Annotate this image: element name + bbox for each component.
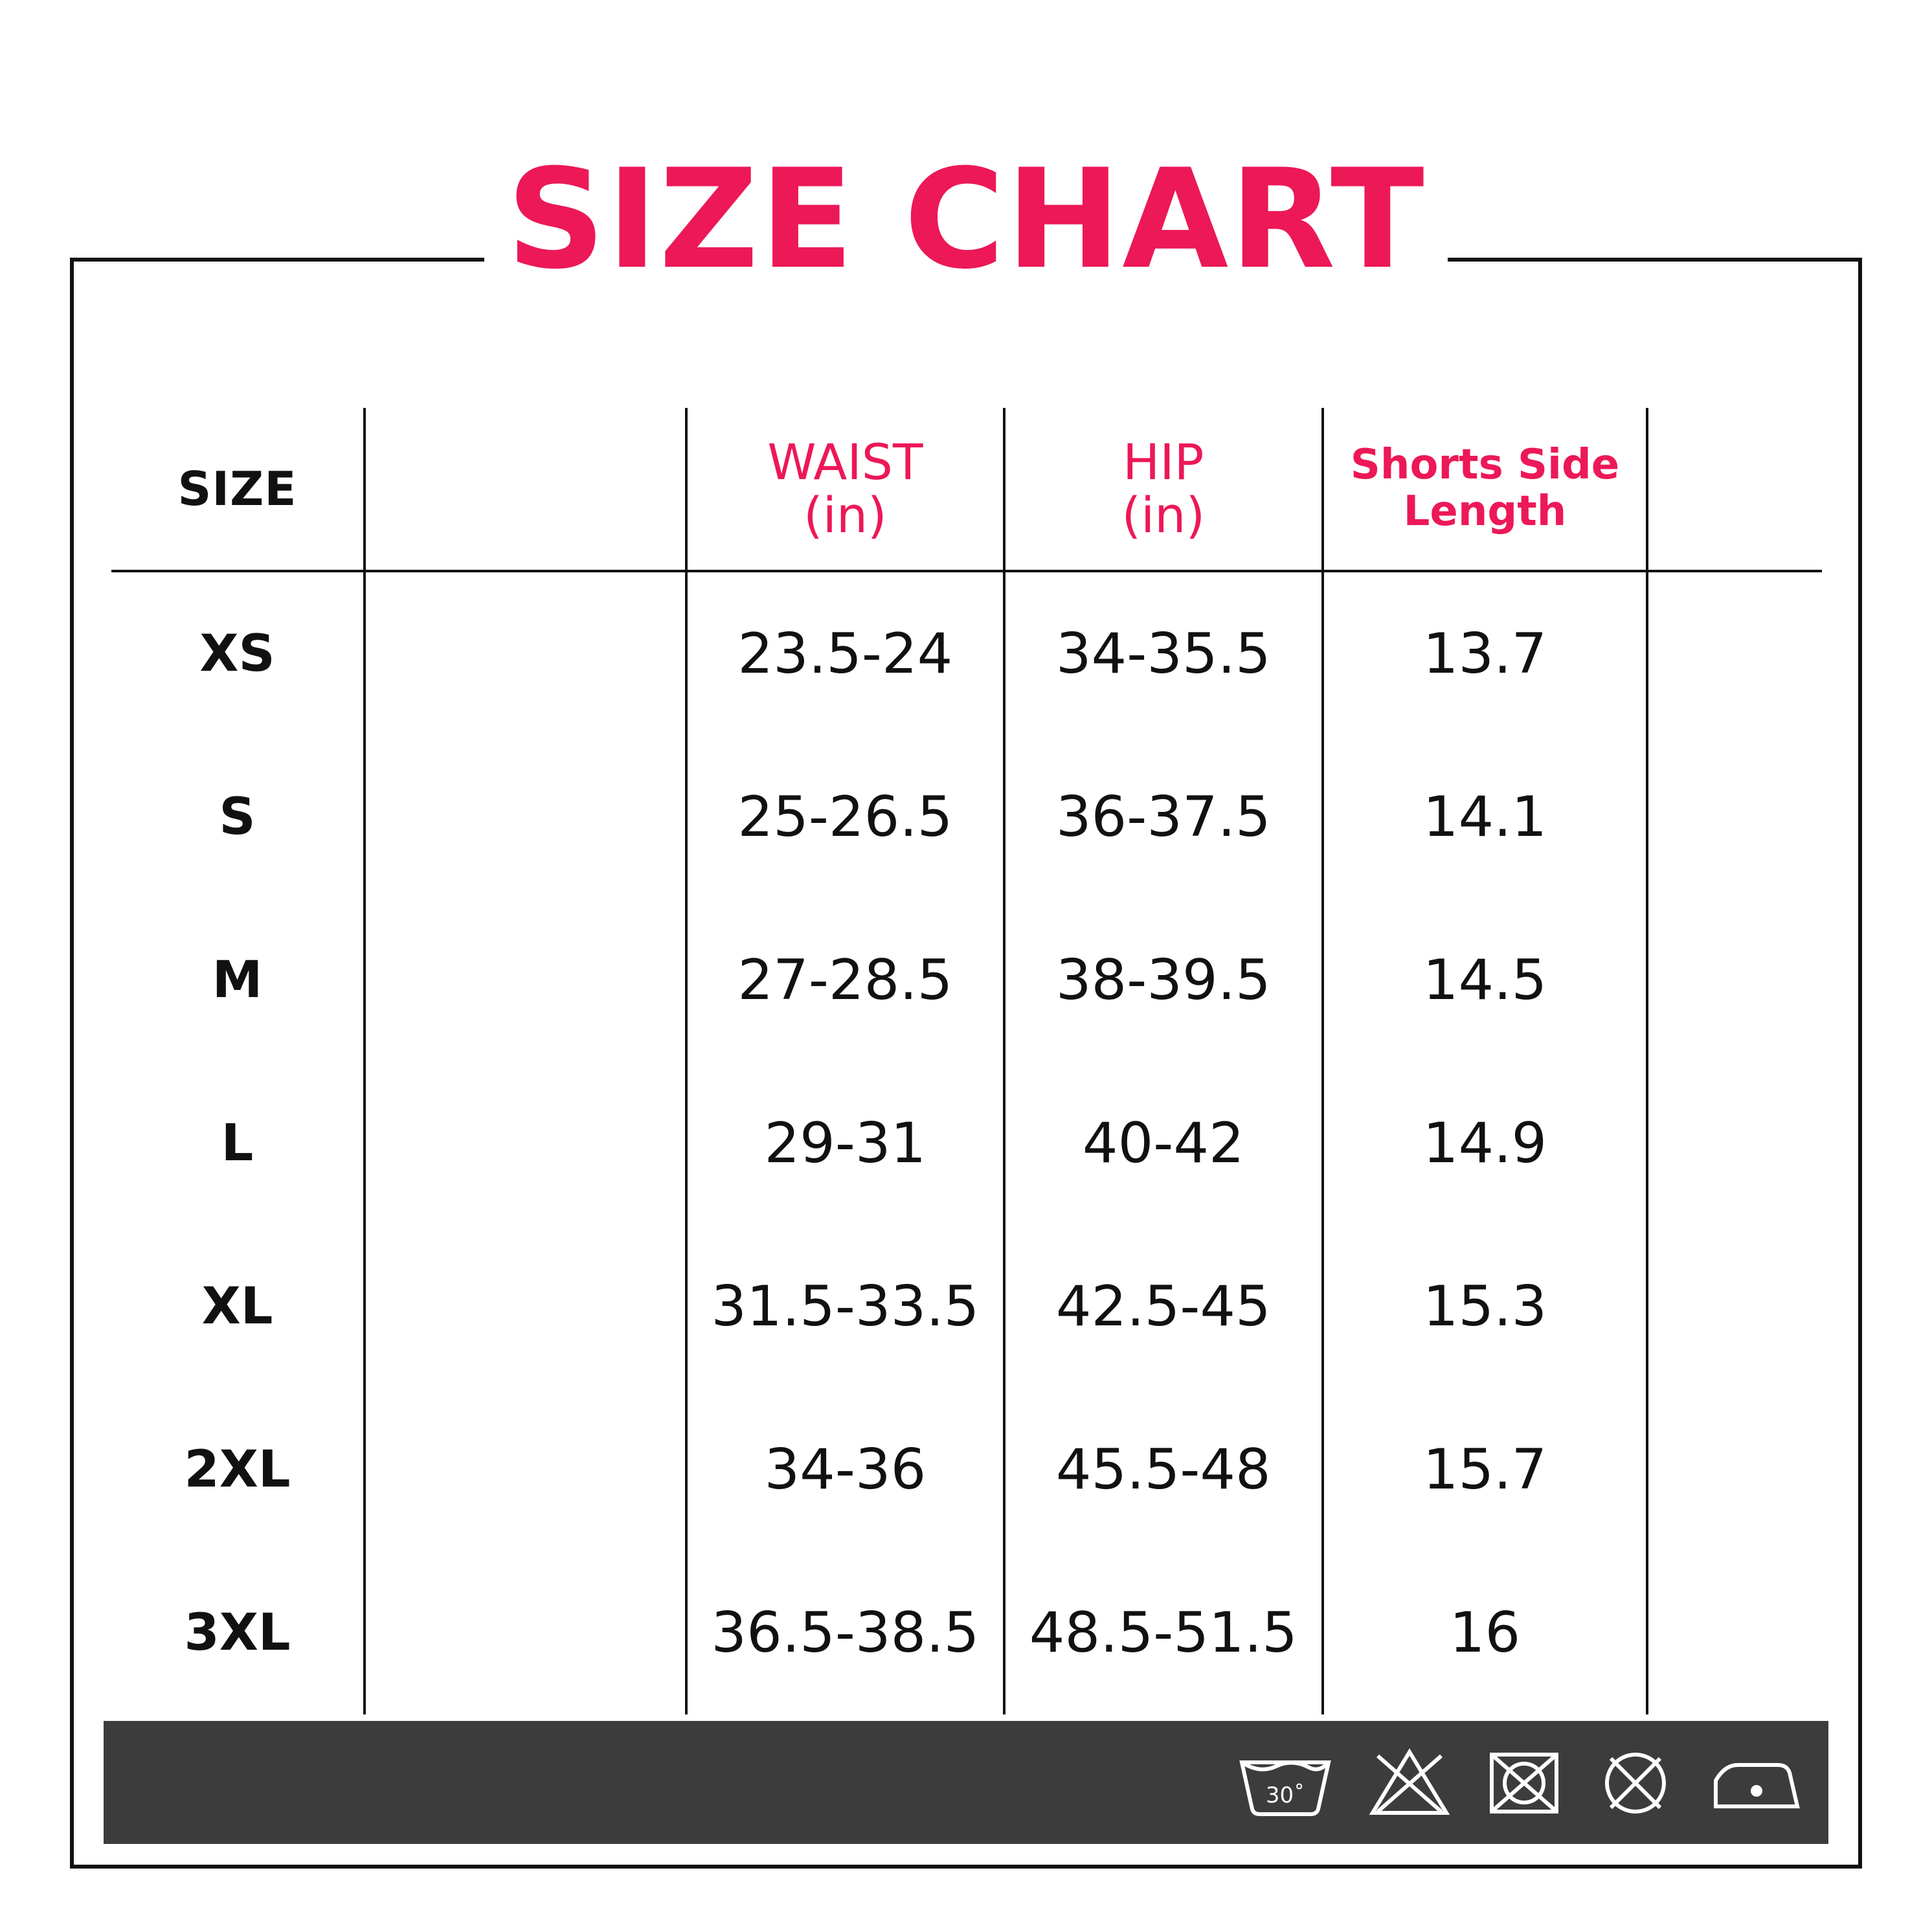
cell-shorts-side-length: 13.7 bbox=[1323, 571, 1648, 736]
do-not-tumble-dry-icon bbox=[1485, 1747, 1563, 1818]
machine-wash-30-icon bbox=[1237, 1747, 1334, 1818]
table-row bbox=[111, 1225, 1822, 1388]
svg-text:30˚: 30˚ bbox=[1265, 1782, 1305, 1808]
cell-waist: 29-31 bbox=[686, 1062, 1004, 1225]
care-instructions-bar bbox=[104, 1721, 1828, 1844]
table-row bbox=[111, 1062, 1822, 1225]
cell-end bbox=[1647, 899, 1822, 1062]
iron-low-icon bbox=[1708, 1747, 1805, 1818]
table-header bbox=[111, 408, 1822, 571]
cell-hip: 48.5-51.5 bbox=[1004, 1551, 1322, 1714]
cell-blank bbox=[365, 1551, 686, 1714]
cell-waist: 27-28.5 bbox=[686, 899, 1004, 1062]
cell-size: M bbox=[111, 899, 365, 1062]
care-icons-group bbox=[1237, 1721, 1805, 1844]
header-waist: WAIST (in) bbox=[686, 408, 1004, 571]
cell-waist: 31.5-33.5 bbox=[686, 1225, 1004, 1388]
cell-shorts-side-length: 14.5 bbox=[1323, 899, 1648, 1062]
cell-hip: 40-42 bbox=[1004, 1062, 1322, 1225]
cell-hip: 42.5-45 bbox=[1004, 1225, 1322, 1388]
header-hip: HIP (in) bbox=[1004, 408, 1322, 571]
cell-size: L bbox=[111, 1062, 365, 1225]
cell-waist: 34-36 bbox=[686, 1388, 1004, 1551]
cell-shorts-side-length: 14.1 bbox=[1323, 736, 1648, 899]
cell-end bbox=[1647, 1551, 1822, 1714]
cell-shorts-side-length: 15.3 bbox=[1323, 1225, 1648, 1388]
cell-hip: 36-37.5 bbox=[1004, 736, 1322, 899]
cell-end bbox=[1647, 736, 1822, 899]
size-table-container bbox=[111, 408, 1822, 1717]
cell-hip: 34-35.5 bbox=[1004, 571, 1322, 736]
table-row bbox=[111, 571, 1822, 736]
header-row bbox=[111, 408, 1822, 571]
cell-size: 2XL bbox=[111, 1388, 365, 1551]
page-title: SIZE CHART bbox=[484, 148, 1447, 292]
table-body bbox=[111, 571, 1822, 1714]
cell-hip: 45.5-48 bbox=[1004, 1388, 1322, 1551]
size-table bbox=[111, 408, 1822, 1714]
cell-shorts-side-length: 16 bbox=[1323, 1551, 1648, 1714]
cell-waist: 23.5-24 bbox=[686, 571, 1004, 736]
cell-blank bbox=[365, 1062, 686, 1225]
page-title-wrap bbox=[0, 139, 1932, 299]
cell-end bbox=[1647, 1225, 1822, 1388]
cell-end bbox=[1647, 1062, 1822, 1225]
cell-size: XL bbox=[111, 1225, 365, 1388]
cell-waist: 36.5-38.5 bbox=[686, 1551, 1004, 1714]
cell-waist: 25-26.5 bbox=[686, 736, 1004, 899]
cell-blank bbox=[365, 736, 686, 899]
table-row bbox=[111, 899, 1822, 1062]
header-blank bbox=[365, 408, 686, 571]
cell-end bbox=[1647, 1388, 1822, 1551]
do-not-bleach-icon bbox=[1367, 1747, 1452, 1818]
cell-end bbox=[1647, 571, 1822, 736]
cell-size: 3XL bbox=[111, 1551, 365, 1714]
cell-size: S bbox=[111, 736, 365, 899]
cell-shorts-side-length: 15.7 bbox=[1323, 1388, 1648, 1551]
table-row bbox=[111, 1388, 1822, 1551]
header-end bbox=[1647, 408, 1822, 571]
cell-blank bbox=[365, 571, 686, 736]
cell-shorts-side-length: 14.9 bbox=[1323, 1062, 1648, 1225]
cell-blank bbox=[365, 899, 686, 1062]
header-size: SIZE bbox=[111, 408, 365, 571]
do-not-dry-clean-icon bbox=[1597, 1747, 1674, 1818]
cell-blank bbox=[365, 1388, 686, 1551]
cell-size: XS bbox=[111, 571, 365, 736]
table-row bbox=[111, 1551, 1822, 1714]
cell-blank bbox=[365, 1225, 686, 1388]
header-shorts-side-length: Shorts Side Length bbox=[1323, 408, 1648, 571]
table-row bbox=[111, 736, 1822, 899]
cell-hip: 38-39.5 bbox=[1004, 899, 1322, 1062]
